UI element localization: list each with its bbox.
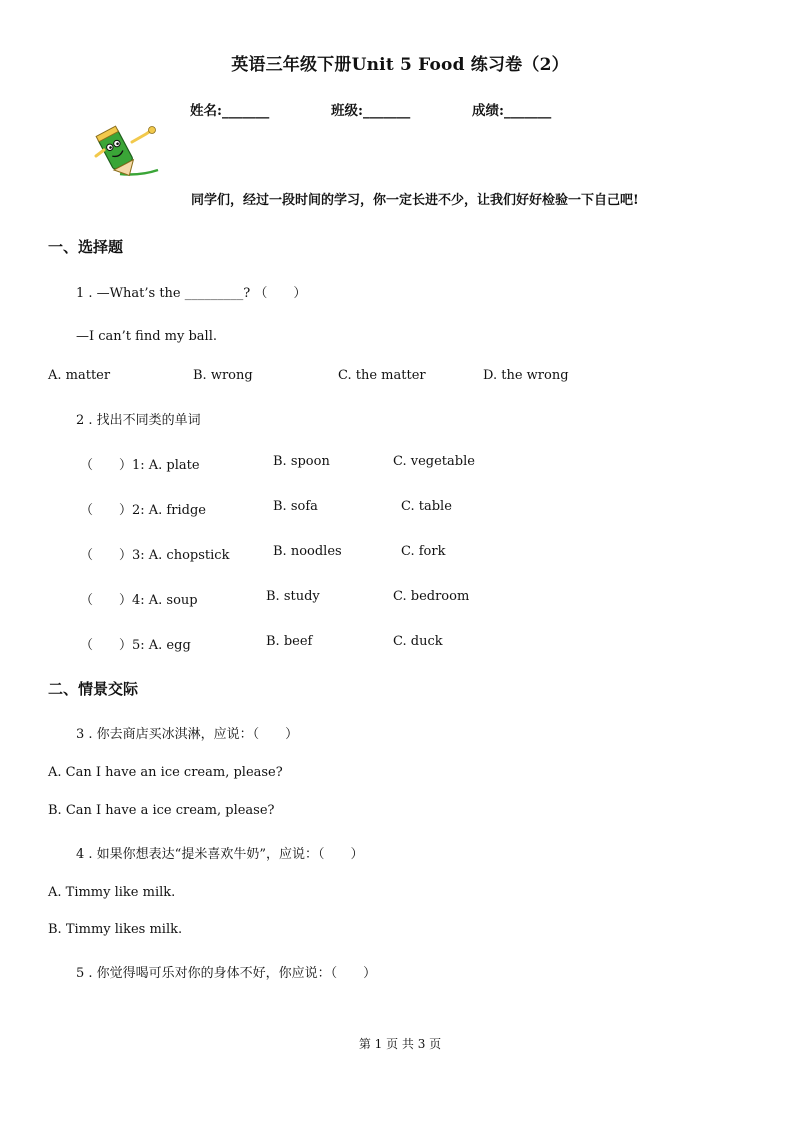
question-2-row-2-label: （ ）2: A. fridge [80, 503, 206, 518]
question-2-row-2-option-c: C. table [401, 499, 452, 514]
question-4-option-a: A. Timmy like milk. [48, 885, 176, 900]
question-2-row-4-option-c: C. bedroom [393, 589, 470, 604]
question-1-option-c: C. the matter [338, 368, 426, 383]
question-1-option-a: A. matter [48, 368, 111, 383]
question-2-row-5-option-c: C. duck [393, 634, 443, 649]
question-2-row-2-option-b: B. sofa [273, 499, 318, 514]
question-2-row-3-label: （ ）3: A. chopstick [80, 548, 230, 563]
question-2-row-3-option-b: B. noodles [273, 544, 342, 559]
question-2-row-4-label: （ ）4: A. soup [80, 593, 198, 608]
section-heading-dialogue: 二、情景交际 [48, 680, 139, 698]
score-field-label: 成绩:_______ [472, 103, 552, 119]
question-4-option-b: B. Timmy likes milk. [48, 922, 183, 937]
question-2-row-1-option-c: C. vegetable [393, 454, 475, 469]
question-2-row-1-option-b: B. spoon [273, 454, 330, 469]
question-4-stem: 4 . 如果你想表达“提米喜欢牛奶”，应说：（ ） [76, 847, 364, 862]
question-1-option-d: D. the wrong [483, 368, 569, 383]
question-2-stem: 2 . 找出不同类的单词 [76, 413, 201, 428]
question-1-option-b: B. wrong [193, 368, 253, 383]
question-3-stem: 3 . 你去商店买冰淇淋，应说：（ ） [76, 727, 299, 742]
question-2-row-4-option-b: B. study [266, 589, 320, 604]
question-2-row-5-label: （ ）5: A. egg [80, 638, 191, 653]
question-2-row-3-option-c: C. fork [401, 544, 446, 559]
question-2-row-1-label: （ ）1: A. plate [80, 458, 200, 473]
question-1-dialogue: —I can’t find my ball. [76, 329, 217, 344]
question-5-stem: 5 . 你觉得喝可乐对你的身体不好，你应说：（ ） [76, 966, 377, 981]
encouragement-text: 同学们，经过一段时间的学习，你一定长进不少，让我们好好检验一下自己吧! [191, 193, 639, 208]
page-title: 英语三年级下册Unit 5 Food 练习卷（2） [231, 55, 569, 75]
question-3-option-a: A. Can I have an ice cream, please? [48, 765, 283, 780]
section-heading-choice: 一、选择题 [48, 238, 124, 256]
question-1-stem: 1 . —What’s the _________? （ ） [76, 286, 307, 301]
name-field-label: 姓名:_______ [190, 103, 270, 119]
pencil-mascot-icon [92, 122, 164, 178]
question-2-row-5-option-b: B. beef [266, 634, 313, 649]
page-number: 第 1 页 共 3 页 [358, 1037, 442, 1051]
class-field-label: 班级:_______ [331, 103, 411, 119]
question-3-option-b: B. Can I have a ice cream, please? [48, 803, 275, 818]
